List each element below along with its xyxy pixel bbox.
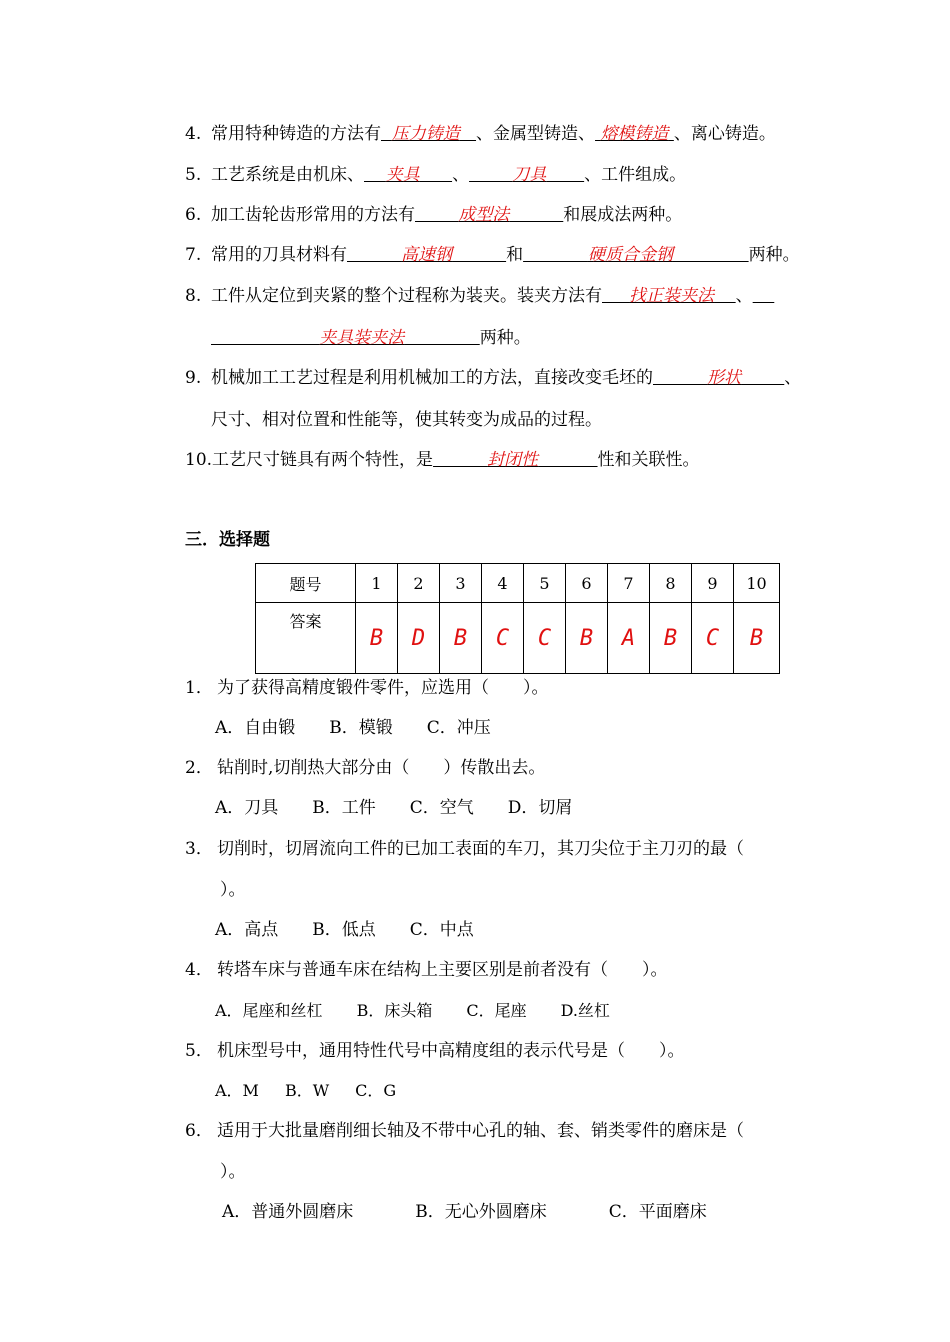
table-cell [482,603,524,674]
table-cell [692,603,734,674]
answer-letter: B [663,625,678,651]
answer-text: 形状 [707,368,742,388]
question-number: 8. [185,286,202,306]
answer-letter: B [369,625,384,651]
choice-question-5: 5． 机床型号中，通用特性代号中高精度组的表示代号是（ ）。 [185,1041,685,1061]
choice-options-2 [215,796,606,820]
answer-blank [415,205,563,225]
option: A．高点 [215,920,279,940]
fill-question-7: 7. 常用的刀具材料有 高速钢 和 硬质合金钢 两种。 [185,245,800,265]
answer-blank [523,245,749,265]
table-cell [398,603,440,674]
table-cell: 6 [566,564,608,603]
answer-letter: B [453,625,468,651]
option: B．W [284,1081,330,1100]
answer-blank [595,124,674,144]
answer-text: 夹具装夹法 [319,328,405,348]
answer-blank [469,165,584,185]
table-cell: 7 [608,564,650,603]
option: B．低点 [312,920,376,940]
fill-question-9-continued: 尺寸、相对位置和性能等，使其转变为成品的过程。 [211,410,602,430]
answer-text: 熔模铸造 [600,124,669,144]
answer-text: 高速钢 [401,245,453,265]
table-row-numbers [256,564,780,603]
option: B．无心外圆磨床 [415,1202,547,1222]
answer-blank [602,286,736,306]
answer-letter: A [621,625,636,651]
table-cell: 4 [482,564,524,603]
table-cell [608,603,650,674]
answer-letter: D [411,625,426,651]
choice-question-1: 1． 为了获得高精度锻件零件，应选用（ ）。 [185,678,549,698]
answer-blank [753,286,775,306]
choice-question-6-continued: ）。 [220,1162,246,1182]
choice-options-5 [215,1079,430,1103]
table-cell [734,603,780,674]
table-cell [356,603,398,674]
question-number: 4. [185,124,202,144]
option: B．床头箱 [356,1001,433,1020]
choice-question-4: 4． 转塔车床与普通车床在结构上主要区别是前者没有（ ）。 [185,960,668,980]
fill-question-9: 9. 机械加工工艺过程是利用机械加工的方法，直接改变毛坯的 形状 、 [185,368,802,388]
question-number: 6. [185,205,202,225]
answer-text: 封闭性 [487,450,539,470]
question-number: 9. [185,368,202,388]
fill-question-10: 10.工艺尺寸链具有两个特性，是 封闭性 性和关联性。 [185,450,700,470]
answer-text: 压力铸造 [391,124,460,144]
question-number: 4． [185,960,213,980]
table-cell: 5 [524,564,566,603]
question-number: 2． [185,758,213,778]
table-cell: 2 [398,564,440,603]
option: D．切屑 [507,798,573,818]
fill-question-6: 6. 加工齿轮齿形常用的方法有 成型法 和展成法两种。 [185,205,683,225]
option: D.丝杠 [560,1001,610,1020]
answer-text: 成型法 [458,205,510,225]
table-cell [440,603,482,674]
table-header-number: 题号 [256,564,356,603]
table-cell: 9 [692,564,734,603]
question-number: 3． [185,839,213,859]
table-cell [524,603,566,674]
fill-question-4: 4. 常用特种铸造的方法有 压力铸造 、金属型铸造、 熔模铸造 、离心铸造。 [185,124,776,144]
option: C．G [355,1081,397,1100]
option: B．模锻 [329,718,393,738]
option: A．M [215,1081,259,1100]
answer-text: 夹具 [385,165,420,185]
choice-question-6: 6． 适用于大批量磨削细长轴及不带中心孔的轴、套、销类零件的磨床是（ [185,1121,744,1141]
choice-question-3-continued: ）。 [220,880,246,900]
answer-blank [347,245,506,265]
question-number: 7. [185,245,202,265]
table-row-answers [256,603,780,674]
answer-letter: C [705,625,720,651]
answer-text: 找正装夹法 [629,286,715,306]
answer-letter: B [579,625,594,651]
answer-letter: C [495,625,510,651]
table-cell: 10 [734,564,780,603]
option: C．空气 [409,798,474,818]
table-cell: 1 [356,564,398,603]
option: A．自由锻 [215,718,296,738]
option: C．冲压 [426,718,491,738]
choice-question-2: 2． 钻削时,切削热大部分由（ ）传散出去。 [185,758,546,778]
question-number: 6． [185,1121,213,1141]
option: C．平面磨床 [608,1202,707,1222]
option: B．工件 [312,798,376,818]
fill-question-8: 8. 工件从定位到夹紧的整个过程称为装夹。装夹方法有 找正装夹法 、 [185,284,774,308]
option: A．普通外圆磨床 [222,1202,354,1222]
choice-options-1 [215,716,525,740]
answer-table [255,563,780,674]
choice-question-3: 3． 切削时，切屑流向工件的已加工表面的车刀，其刀尖位于主刀刃的最（ [185,839,744,859]
option: C．中点 [409,920,474,940]
answer-letter: C [537,625,552,651]
answer-letter: B [749,625,764,651]
answer-blank [433,450,598,470]
answer-blank [653,368,784,388]
option: A．尾座和丝杠 [215,1001,323,1020]
choice-options-3 [215,918,508,942]
question-number: 1． [185,678,213,698]
question-number: 10. [185,450,213,470]
table-header-answer: 答案 [256,603,356,674]
table-cell: 3 [440,564,482,603]
question-number: 5. [185,165,202,185]
answer-blank [364,165,452,185]
table-cell [650,603,692,674]
choice-options-4 [215,999,644,1023]
section-heading-choice: 三．选择题 [185,530,270,550]
question-number: 5． [185,1041,213,1061]
option: A．刀具 [215,798,279,818]
fill-question-5: 5. 工艺系统是由机床、 夹具 、 刀具 、工件组成。 [185,165,687,185]
answer-blank [381,124,476,144]
table-cell [566,603,608,674]
answer-blank [211,328,480,348]
fill-question-8-continued: 夹具装夹法 两种。 [211,326,531,350]
answer-text: 硬质合金钢 [587,245,673,265]
choice-options-6 [222,1200,741,1224]
table-cell: 8 [650,564,692,603]
answer-text: 刀具 [512,165,547,185]
option: C．尾座 [466,1001,527,1020]
